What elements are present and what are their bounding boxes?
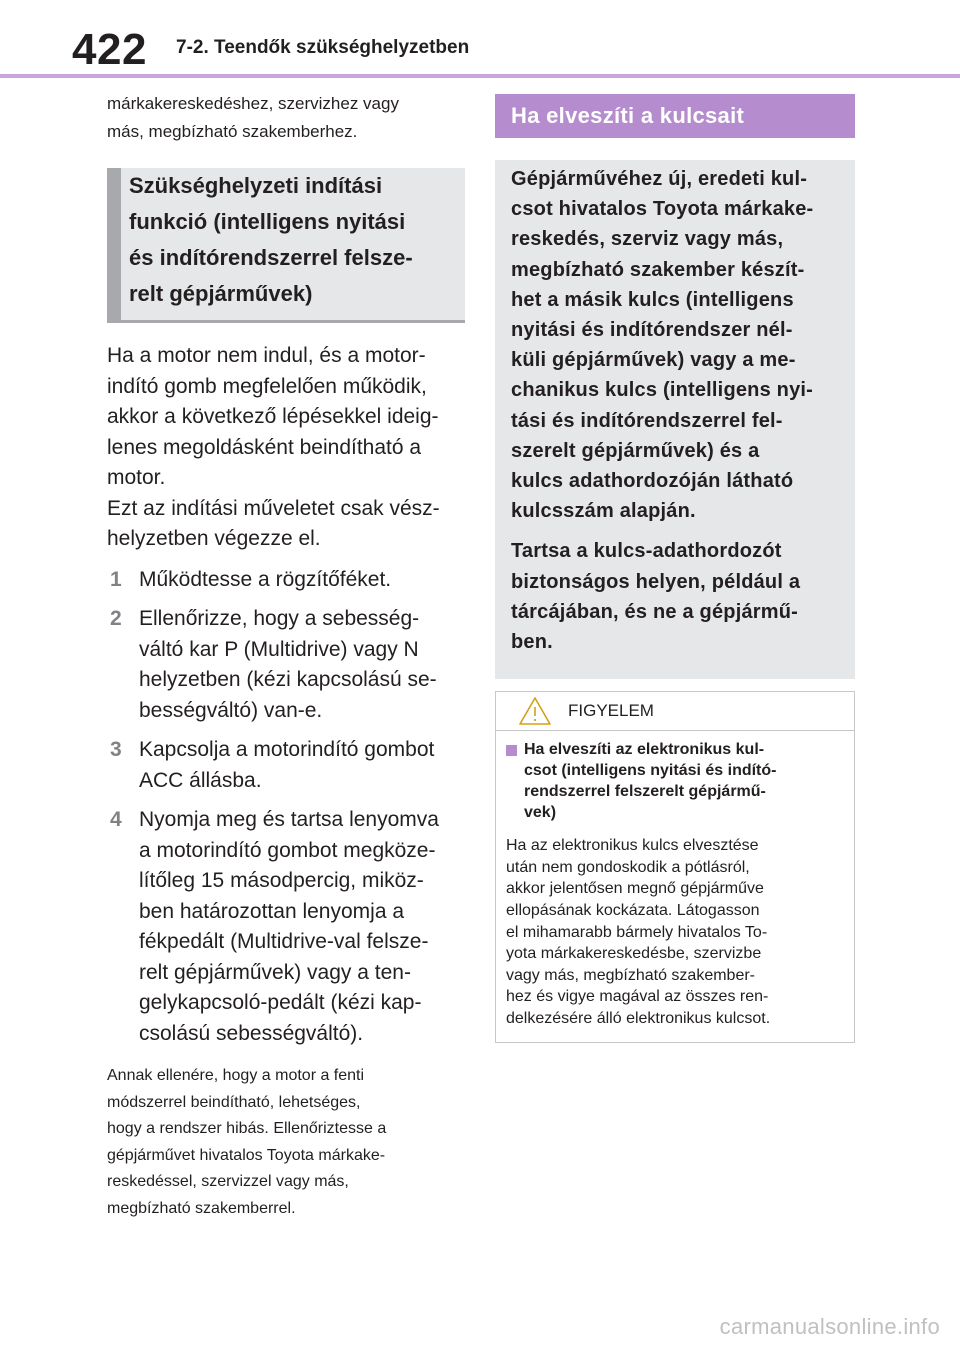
- warning-subheading: [506, 739, 842, 823]
- step-item: [107, 604, 465, 726]
- warning-header: [496, 692, 854, 731]
- step-number: 4: [110, 808, 122, 831]
- step-number: 3: [110, 738, 122, 761]
- bullet-square: [506, 745, 517, 756]
- step-number: 1: [110, 567, 122, 591]
- watermark: carmanualsonline.info: [719, 1314, 940, 1339]
- left-column: [107, 90, 465, 1222]
- note-paragraph: Annak ellenére, hogy a motor a fenti módszerrel beindítható, lehetséges, hogy a rendszer hibás. Ellenőriztesse a gépjárművet hivatalos Toyota márkake- reskedéssel, szervizzel vagy más, megbízható szakemberrel.: [107, 1067, 387, 1217]
- lost-keys-heading: Ha elveszíti a kulcsait: [495, 94, 855, 138]
- emergency-start-heading: Szükséghelyzeti indítási funkció (intelligens nyitási és indítórendszerrel felsze- relt gépjárművek): [107, 168, 465, 323]
- warning-text: Ha az elektronikus kulcs elvesztése után nem gondoskodik a pótlásról, akkor jelentősen megnő gépjárműve ellopásának kockázata. Látogasson el mihamarabb bármely hivatalos To- yota márkakereskedésbe, szervizbe vagy más, megbízható szakember- hez és vigye magával az összes ren- delkezésére álló elektronikus kulcsot.: [506, 837, 771, 1027]
- info-paragraph: Tartsa a kulcs-adathordozót biztonságos helyen, például a tárcájában, és ne a gépjármű- ben.: [511, 540, 801, 654]
- warning-body: [496, 731, 854, 1041]
- page-header: [0, 0, 960, 78]
- step-text: Ellenőrizze, hogy a sebesség- váltó kar P (Multidrive) vagy N helyzetben (kézi kapcsolású se- bességváltó) van-e.: [139, 607, 437, 722]
- warning-box: [495, 691, 855, 1042]
- step-text: Kapcsolja a motorindító gombot ACC állásba.: [139, 738, 435, 792]
- info-paragraph: Gépjárművéhez új, eredeti kul- csot hivatalos Toyota márkake- reskedés, szerviz vagy más, megbízható szakember készít- het a másik kulcs (intelligens nyitási és indítórendszer nél- küli gépjárművek) vagy a me- chanikus kulcs (intelligens nyi- tási és indítórendszerrel fel- szerelt gépjárművek) és a kulcs adathordozóján látható kulcsszám alapján.: [511, 168, 814, 523]
- emergency-start-body: Ha a motor nem indul, és a motor- indító gomb megfelelően működik, akkor a következő lépésekkel ideig- lenes megoldásként beindítható a motor. Ezt az indítási műveletet csak vész- helyzetben végezze el.: [107, 344, 440, 550]
- step-number: 2: [110, 607, 122, 630]
- steps-list: [107, 565, 465, 1050]
- intro-paragraph: márkakereskedéshez, szervizhez vagy más, megbízható szakemberhez.: [107, 94, 399, 141]
- header-rule: [0, 74, 960, 78]
- lost-keys-info-box: [495, 160, 855, 679]
- step-text: Működtesse a rögzítőféket.: [139, 567, 392, 591]
- warning-triangle-icon: [518, 696, 552, 726]
- step-item: [107, 805, 465, 1049]
- page-number: 422: [72, 25, 147, 74]
- step-text: Nyomja meg és tartsa lenyomva a motorindító gombot megköze- lítőleg 15 másodpercig, miköz- ben határozottan lenyomja a fékpedált (Multidrive-val felsze- relt gépjárművek) vagy a ten- gelykapcsoló-pedált (kézi kap- csolású sebességváltó).: [139, 808, 439, 1045]
- warning-subheading-text: Ha elveszíti az elektronikus kul- csot (intelligens nyitási és indító- rendszerrel felszerelt gépjármű- vek): [524, 741, 777, 822]
- warning-title: FIGYELEM: [568, 701, 654, 721]
- step-item: [107, 565, 465, 596]
- step-item: [107, 735, 465, 796]
- right-column: [495, 94, 855, 1043]
- section-title: 7-2. Teendők szükséghelyzetben: [176, 37, 470, 58]
